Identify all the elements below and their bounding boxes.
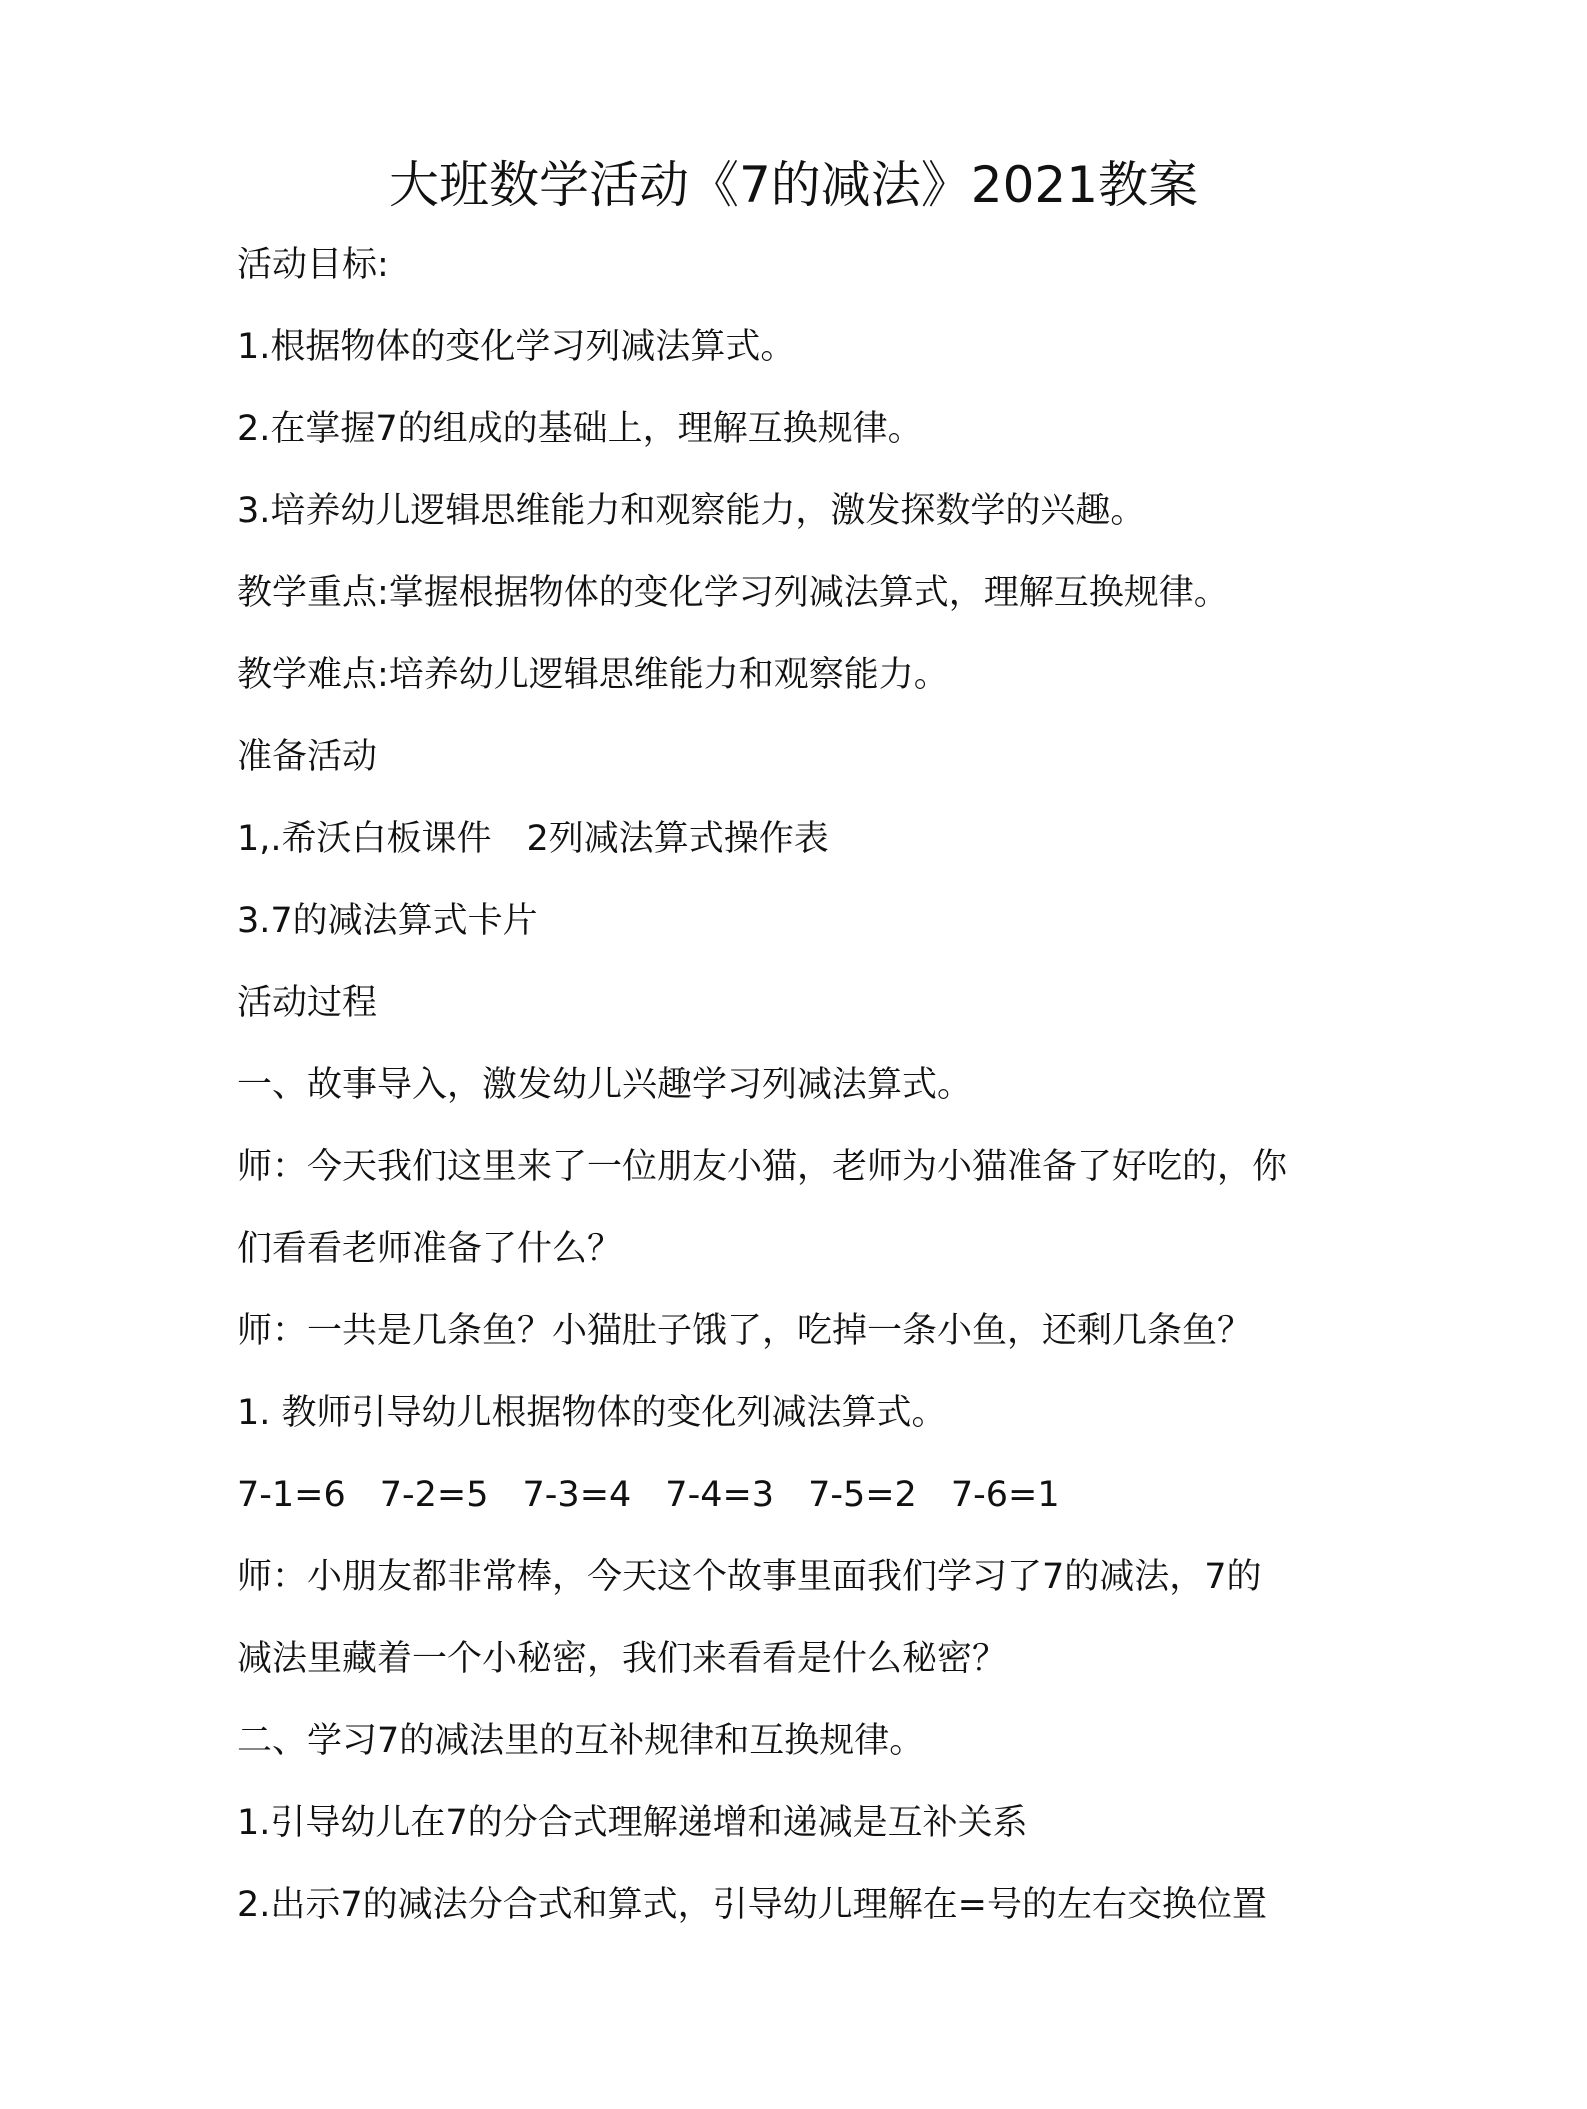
paragraph: 1. 教师引导幼儿根据物体的变化列减法算式。 (237, 1393, 947, 1433)
paragraph: 教学难点:培养幼儿逻辑思维能力和观察能力。 (237, 655, 949, 695)
paragraph: 师：今天我们这里来了一位朋友小猫，老师为小猫准备了好吃的，你 (237, 1147, 1288, 1187)
paragraph: 活动目标: (237, 245, 389, 285)
paragraph: 一、故事导入，激发幼儿兴趣学习列减法算式。 (237, 1065, 973, 1105)
equation: 7-6=1 (950, 1475, 1060, 1515)
equation-list (237, 1454, 1347, 1536)
paragraph: 3.7的减法算式卡片 (237, 901, 538, 941)
paragraph: 们看看老师准备了什么？ (237, 1229, 623, 1269)
paragraph: 1.根据物体的变化学习列减法算式。 (237, 327, 796, 367)
paragraph: 师：小朋友都非常棒，今天这个故事里面我们学习了7的减法，7的 (237, 1557, 1262, 1597)
equation: 7-1=6 (237, 1475, 346, 1515)
paragraph: 教学重点:掌握根据物体的变化学习列减法算式，理解互换规律。 (237, 573, 1229, 613)
paragraph: 2.出示7的减法分合式和算式，引导幼儿理解在=号的左右交换位置 (237, 1885, 1267, 1925)
equation: 7-4=3 (665, 1475, 775, 1515)
paragraph: 1.引导幼儿在7的分合式理解递增和递减是互补关系 (237, 1803, 1028, 1843)
document-title: 大班数学活动《7的减法》2021教案 (388, 156, 1199, 214)
paragraph: 2.在掌握7的组成的基础上，理解互换规律。 (237, 409, 923, 449)
section-heading: 二、学习7的减法里的互补规律和互换规律。 (237, 1721, 925, 1761)
paragraph: 师：一共是几条鱼？小猫肚子饿了，吃掉一条小鱼，还剩几条鱼？ (237, 1311, 1253, 1351)
equation: 7-5=2 (808, 1475, 917, 1515)
equation: 7-2=5 (379, 1475, 489, 1515)
equation: 7-3=4 (522, 1475, 632, 1515)
paragraph: 3.培养幼儿逻辑思维能力和观察能力，激发探数学的兴趣。 (237, 491, 1146, 531)
paragraph: 减法里藏着一个小秘密，我们来看看是什么秘密？ (237, 1639, 1008, 1679)
paragraph: 1,.希沃白板课件 2列减法算式操作表 (237, 819, 829, 859)
paragraph: 准备活动 (237, 737, 378, 777)
document-body (237, 224, 1347, 1946)
paragraph: 活动过程 (237, 983, 378, 1023)
